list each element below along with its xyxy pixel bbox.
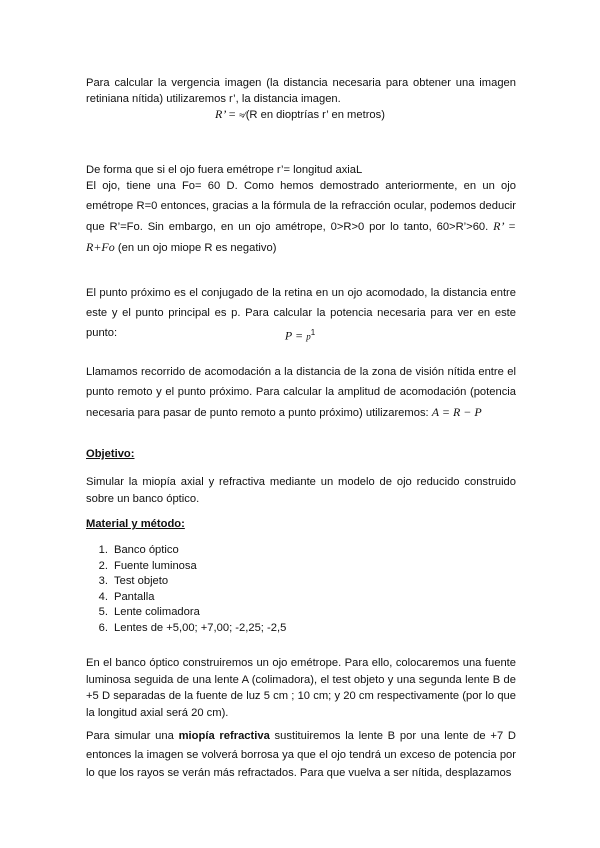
heading-material: Material y método: <box>86 518 185 530</box>
list-item: 2. Fuente luminosa <box>98 559 197 572</box>
paragraph-ojo: El ojo, tiene una Fo= 60 D. Como hemos demostrado anteriormente, en un ojo emétrope R=0 entonces, gracias a la fórmula de la refracción ocular, podemos deducir que R’=Fo. Sin embargo, en un ojo amétrope, 0>R>0 por lo tanto, 60>R’>60. R’ = R+Fo (en un ojo miope R es negativo) <box>86 180 517 254</box>
paragraph-banco-optico: En el banco óptico construiremos un ojo emétrope. Para ello, colocaremos una fuente luminosa seguida de una lente A (colimadora), el test objeto y una segunda lente B de +5 D separadas de la fuente de luz 5 cm ; 10 cm; y 20 cm respectivamente (por lo que la longitud axial será 20 cm). <box>86 657 516 719</box>
list-item: 4. Pantalla <box>98 590 155 603</box>
list-item: 5. Lente colimadora <box>98 606 200 619</box>
line-emetrope: De forma que si el ojo fuera emétrope r’= longitud axiaL <box>86 164 363 176</box>
list-item: 6. Lentes de +5,00; +7,00; -2,25; -2,5 <box>98 621 287 634</box>
list-item: 3. Test objeto <box>98 575 169 588</box>
formula-vergencia: R’ = ≈⁄(R en dioptrías r’ en metros) <box>215 107 385 121</box>
list-item: 1. Banco óptico <box>98 544 179 556</box>
paragraph-acomodacion: Llamamos recorrido de acomodación a la distancia de la zona de visión nítida entre el punto remoto y el punto próximo. Para calcular la amplitud de acomodación (potencia necesaria para pasar de punto remoto a punto próximo) utilizaremos: A = R − P <box>86 366 516 419</box>
heading-objetivo: Objetivo: <box>86 448 135 460</box>
paragraph-punto-proximo: El punto próximo es el conjugado de la retina en un ojo acomodado, la distancia entre este y el punto principal es p. Para calcular la potencia necesaria para ver en este punto: <box>86 287 516 339</box>
materials-list <box>86 543 516 637</box>
paragraph-vergencia: Para calcular la vergencia imagen (la distancia necesaria para obtener una imagen retiniana nítida) utilizaremos r’, la distancia imagen. <box>86 77 516 105</box>
paragraph-objetivo: Simular la miopía axial y refractiva mediante un modelo de ojo reducido construido sobre un banco óptico. <box>86 476 516 505</box>
formula-potencia: $P = p^1$ <box>284 328 316 343</box>
paragraph-miopia-refractiva: Para simular una miopía refractiva sustituiremos la lente B por una lente de +7 D entonces la imagen se volverá borrosa ya que el ojo tendrá un exceso de potencia por lo que los rayos se verán más refractados. Para que vuelva a ser nítida, desplazamos <box>86 730 516 779</box>
